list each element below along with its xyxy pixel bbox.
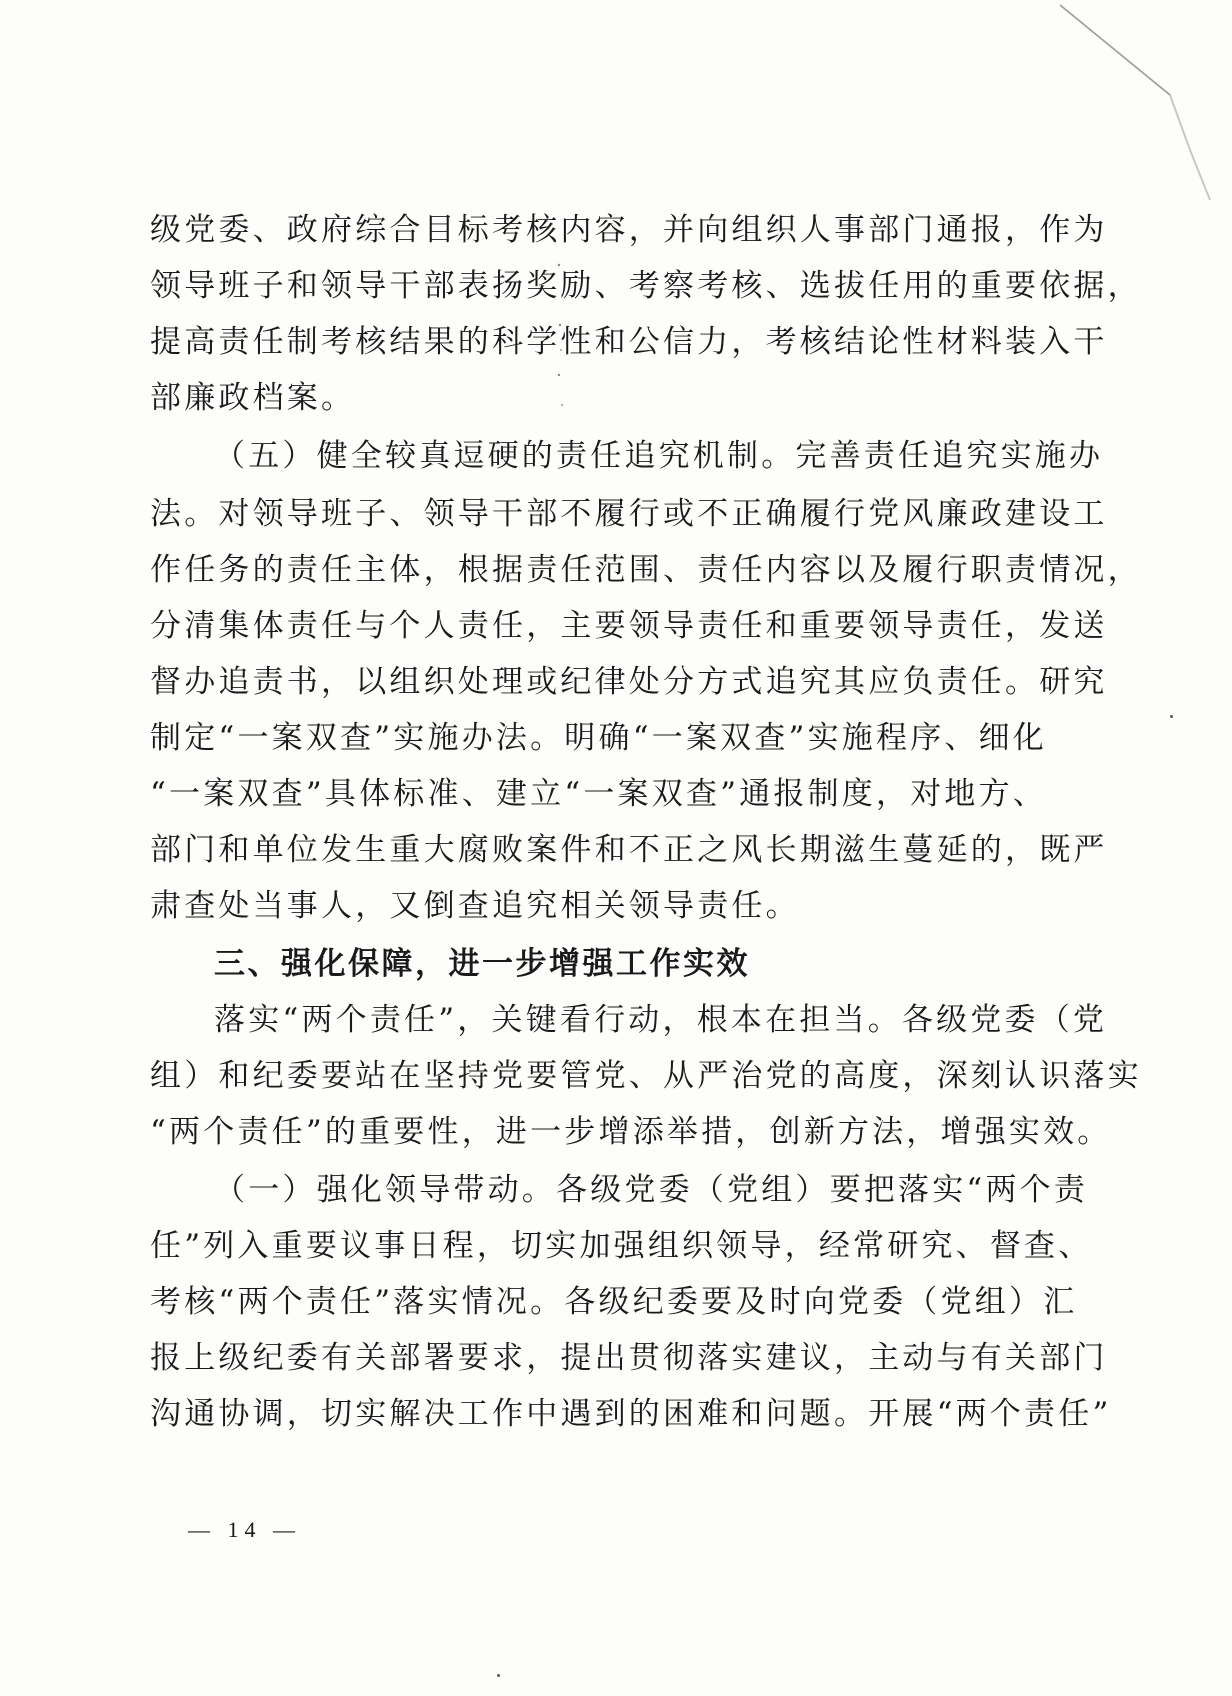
text-line: 提高责任制考核结果的科学性和公信力，考核结论性材料装入干 (150, 324, 1108, 360)
text-line: 部门和单位发生重大腐败案件和不正之风长期滋生蔓延的，既严 (150, 832, 1108, 868)
text-line: 作任务的责任主体，根据责任范围、责任内容以及履行职责情况， (150, 552, 1142, 588)
section-heading: （一）强化领导带动。各级党委（党组）要把落实“两个责 (214, 1172, 1089, 1208)
text-line: “两个责任”的重要性，进一步增添举措，创新方法，增强实效。 (150, 1114, 1112, 1150)
text-line: 考核“两个责任”落实情况。各级纪委要及时向党委（党组）汇 (150, 1284, 1078, 1320)
page-fold-mark (1060, 0, 1232, 200)
scan-speck (1170, 715, 1173, 718)
text-line: 督办追责书，以组织处理或纪律处分方式追究其应负责任。研究 (150, 664, 1108, 700)
text-line: 领导班子和领导干部表扬奖励、考察考核、选拔任用的重要依据， (150, 268, 1142, 304)
chapter-heading: 三、强化保障，进一步增强工作实效 (214, 946, 750, 982)
text-line: 部廉政档案。 (150, 380, 356, 416)
text-line: 组）和纪委要站在坚持党要管党、从严治党的高度，深刻认识落实 (150, 1058, 1142, 1094)
page-number: — 14 — (188, 1517, 301, 1542)
text-line: 落实“两个责任”，关键看行动，根本在担当。各级党委（党 (214, 1002, 1108, 1038)
text-line: 法。对领导班子、领导干部不履行或不正确履行党风廉政建设工 (150, 496, 1108, 532)
text-line: 制定“一案双查”实施办法。明确“一案双查”实施程序、细化 (150, 720, 1047, 756)
text-line: 任”列入重要议事日程，切实加强组织领导，经常研究、督查、 (150, 1228, 1093, 1264)
text-line: 肃查处当事人，又倒查追究相关领导责任。 (150, 888, 800, 924)
text-line: 级党委、政府综合目标考核内容，并向组织人事部门通报，作为 (150, 212, 1108, 248)
scan-speck (497, 1674, 500, 1677)
text-line: “一案双查”具体标准、建立“一案双查”通报制度，对地方、 (150, 776, 1047, 812)
text-line: 报上级纪委有关部署要求，提出贯彻落实建议，主动与有关部门 (150, 1340, 1108, 1376)
section-heading: （五）健全较真逗硬的责任追究机制。完善责任追究实施办 (214, 438, 1104, 474)
text-line: 沟通协调，切实解决工作中遇到的困难和问题。开展“两个责任” (150, 1396, 1112, 1432)
text-line: 分清集体责任与个人责任，主要领导责任和重要领导责任，发送 (150, 608, 1108, 644)
